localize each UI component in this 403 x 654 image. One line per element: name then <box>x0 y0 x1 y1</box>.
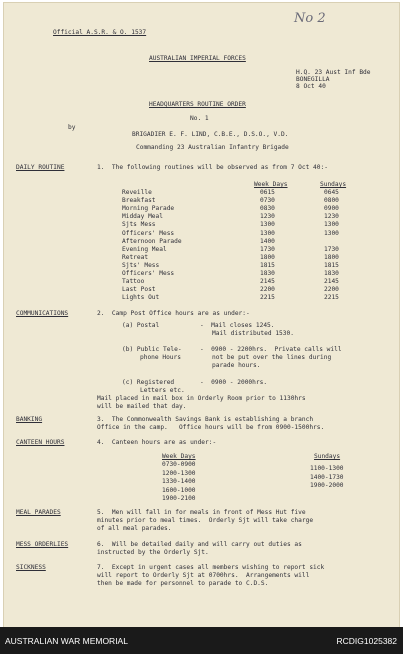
routine-sun-time: 2145 <box>324 278 339 286</box>
meal-line2: minutes prior to meal times. Orderly Sjt will take charge <box>97 517 314 524</box>
sick-line1: 7. Except in urgent cases all members wishing to report sick <box>97 564 325 571</box>
comm-c-label2: Letters etc. <box>140 387 185 394</box>
routine-activity: Last Post <box>122 286 156 294</box>
meal-line3: of all meal parades. <box>97 525 172 532</box>
routine-sun-time: 1830 <box>324 270 339 277</box>
routine-activity: Officers' Mess <box>122 229 175 237</box>
hq-line: H.Q. 23 Aust Inf Bde <box>296 69 371 76</box>
routine-activity: Midday Meal <box>122 213 163 221</box>
comm-b-text3: parade hours. <box>212 362 261 369</box>
routine-col-sun: Sundays <box>320 181 347 188</box>
handwritten-note: No 2 <box>294 11 326 26</box>
routine-week-time: 1830 <box>260 270 275 277</box>
routine-activity: Reveille <box>122 189 152 196</box>
routine-sun-time: 1800 <box>324 253 339 261</box>
section-label-canteen-hours: CANTEEN HOURS <box>16 439 65 446</box>
canteen-sun-hours: 1900-2000 <box>310 482 344 489</box>
banking-line1: 3. The Commonwealth Savings Bank is establishing a branch <box>97 416 314 423</box>
official-ref: Official A.S.R. & O. 1537 <box>53 29 147 36</box>
comm-b-label1: (b) Public Tele- <box>122 346 182 353</box>
routine-week-time: 0615 <box>260 189 275 196</box>
comm-a-text1: - Mail closes 1245. <box>200 322 275 329</box>
canteen-week-hours: 1200-1300 <box>162 469 196 477</box>
section-label-daily-routine: DAILY ROUTINE <box>16 164 65 171</box>
routine-sun-time: 1230 <box>324 213 339 221</box>
section-label-meal-parades: MEAL PARADES <box>16 509 61 516</box>
communications-intro: 2. Camp Post Office hours are as under:- <box>97 310 250 317</box>
place-line: BONEGILLA <box>296 76 330 83</box>
routine-week-time: 2215 <box>260 294 275 302</box>
routine-activity: Morning Parade <box>122 205 175 213</box>
doc-title: AUSTRALIAN IMPERIAL FORCES <box>149 55 246 62</box>
archive-footer <box>0 627 403 654</box>
routine-col-week: Week Days <box>254 181 288 188</box>
document-page <box>3 2 400 629</box>
routine-week-time: 2145 <box>260 278 275 286</box>
section-label-banking: BANKING <box>16 416 43 423</box>
footer-id: RCDIG1025382 <box>336 636 397 646</box>
routine-week-time: 2200 <box>260 286 275 294</box>
routine-week-time: 1800 <box>260 253 275 261</box>
date-line: 8 Oct 40 <box>296 83 326 90</box>
routine-activity: Retreat <box>122 253 149 261</box>
routine-week-time: 1400 <box>260 237 275 245</box>
order-number: No. 1 <box>190 115 209 122</box>
routine-sun-time: 2215 <box>324 294 339 302</box>
brigadier-line: BRIGADIER E. F. LIND, C.B.E., D.S.O., V.D. <box>132 131 289 138</box>
section-label-sickness: SICKNESS <box>16 564 46 571</box>
routine-week-time: 0730 <box>260 197 275 205</box>
order-title: HEADQUARTERS ROUTINE ORDER <box>149 101 246 108</box>
comm-note1: Mail placed in mail box in Orderly Room prior to 1130hrs <box>97 395 306 402</box>
routine-week-time: 1300 <box>260 229 275 237</box>
canteen-sun-hours: 1400-1730 <box>310 473 344 481</box>
canteen-week-hours: 1330-1400 <box>162 478 196 485</box>
section-label-mess-orderlies: MESS ORDERLIES <box>16 541 69 548</box>
canteen-week-hours: 1600-1000 <box>162 486 196 494</box>
routine-activity: Tattoo <box>122 278 145 286</box>
canteen-week-hours: 1900-2100 <box>162 495 196 502</box>
routine-sun-time: 0900 <box>324 205 339 213</box>
commanding-line: Commanding 23 Australian Infantry Brigade <box>136 144 289 151</box>
sick-line2: will report to Orderly Sjt at 0700hrs. Arrangements will <box>97 572 310 579</box>
routine-week-time: 1300 <box>260 221 275 229</box>
routine-activity: Afternoon Parade <box>122 237 182 245</box>
canteen-intro: 4. Canteen hours are as under:- <box>97 439 217 446</box>
mess-line2: instructed by the Orderly Sjt. <box>97 549 209 556</box>
routine-activity: Officers' Mess <box>122 270 175 277</box>
routine-week-time: 0830 <box>260 205 275 213</box>
routine-activity: Sjts Mess <box>122 221 156 229</box>
canteen-col-sun: Sundays <box>314 453 341 460</box>
comm-b-text1: - 0900 - 2200hrs. Private calls will <box>200 346 342 353</box>
comm-b-label2: phone Hours <box>140 354 181 361</box>
routine-week-time: 1730 <box>260 245 275 253</box>
routine-activity: Breakfast <box>122 197 156 205</box>
comm-note2: will be mailed that day. <box>97 403 187 410</box>
routine-sun-time: 1300 <box>324 229 339 237</box>
section-label-communications: COMMUNICATIONS <box>16 310 69 317</box>
footer-source: AUSTRALIAN WAR MEMORIAL <box>5 636 128 646</box>
canteen-sun-hours: 1100-1300 <box>310 465 344 472</box>
banking-line2: Office in the camp. Office hours will be from 0900-1500hrs. <box>97 424 325 431</box>
canteen-week-hours: 0730-0900 <box>162 461 196 468</box>
routine-sun-time: 1300 <box>324 221 339 229</box>
routine-sun-time: 1730 <box>324 245 339 253</box>
routine-activity: Lights Out <box>122 294 160 302</box>
routine-week-time: 1815 <box>260 261 275 269</box>
by-label: by <box>68 124 76 131</box>
meal-line1: 5. Men will fall in for meals in front of Mess Hut five <box>97 509 306 516</box>
routine-activity: Evening Meal <box>122 245 167 253</box>
mess-line1: 6. Will be detailed daily and will carry out duties as <box>97 541 302 548</box>
comm-a-text2: Mail distributed 1530. <box>212 330 294 337</box>
routine-activity: Sjts' Mess <box>122 261 160 269</box>
comm-a-label: (a) Postal <box>122 322 160 329</box>
daily-routine-intro: 1. The following routines will be observed as from 7 Oct 40:- <box>97 164 328 171</box>
routine-sun-time: 2200 <box>324 286 339 294</box>
routine-sun-time: 1815 <box>324 261 339 269</box>
comm-c-label1: (c) Registered <box>122 379 175 386</box>
sick-line3: then be made for personnel to parade to C.D.S. <box>97 580 269 587</box>
comm-b-text2: not be put over the lines during <box>212 354 332 361</box>
canteen-col-week: Week Days <box>162 453 196 460</box>
routine-sun-time: 0800 <box>324 197 339 205</box>
routine-week-time: 1230 <box>260 213 275 221</box>
routine-sun-time: 0645 <box>324 189 339 196</box>
comm-c-text1: - 0900 - 2000hrs. <box>200 379 268 386</box>
